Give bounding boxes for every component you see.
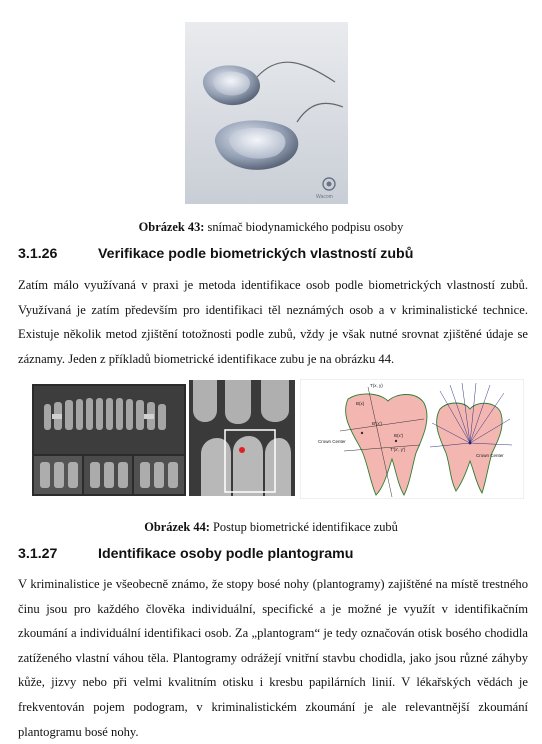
section-number: 3.1.26 <box>18 246 58 262</box>
figure-43-caption-label: Obrázek 43: <box>138 220 205 234</box>
figure-44-xray-panoramic <box>32 384 186 496</box>
section-3-1-26-paragraph: Zatím málo využívaná v praxi je metoda identifikace osob podle biometrických vlastností zubů. Využívaná je zatím především pro identifikaci těl neznámých osob a v kriminalistické technice. Existuje několik metod zjištění totožnosti podle zubů, vždy je však nutné srovnat zjištěné údaje se záznamy. Jeden z příkladů biometrické identifikace zubu je na obrázku 44. <box>18 278 528 366</box>
figure-44-xray-closeup <box>189 380 295 496</box>
label-b1: B(x) <box>356 401 365 406</box>
figure-43-caption-text: snímač biodynamického podpisu osoby <box>204 220 404 234</box>
figure-43-caption <box>0 220 542 235</box>
section-heading-3-1-27 <box>18 546 528 562</box>
label-t: T(x, y) <box>370 383 383 388</box>
label-crown-center-2: Crown Center <box>476 453 504 458</box>
label-b3: B(x') <box>394 433 404 438</box>
section-title: Identifikace osoby podle plantogramu <box>98 546 354 562</box>
figure-44-caption-label: Obrázek 44: <box>144 520 210 534</box>
label-crown-center-1: Crown Center <box>318 439 346 444</box>
figure-44-caption <box>0 520 542 535</box>
figure-43-image <box>185 22 348 204</box>
device-brand-logo: Wacom <box>316 194 333 200</box>
section-title: Verifikace podle biometrických vlastností zubů <box>98 246 414 262</box>
label-t-prime: T'(x', y') <box>390 447 406 452</box>
section-3-1-27-paragraph: V kriminalistice je všeobecně známo, že stopy bosé nohy (plantogramy) zajištěné na místě trestného činu jsou pro každého člověka individuální, specifické a je možné je využít v identifikačním zkoumání a individuální identifikaci osob. Za „plantogram“ je tedy označován otisk bosého chodidla zatíženého vlastní váhou těla. Plantogramy odrážejí vnitřní stavbu chodidla, jako jsou různé záhyby kůže, jizvy nebo při velmi kvalitním otisku i kresbu papilárních linií. V lékařských vědách je frekventován pojem podogram, v kriminalistickém zkoumání je ale relevantnější zkoumání plantogramu bosé nohy. <box>18 577 528 739</box>
label-b2: B'(x') <box>372 421 382 426</box>
section-heading-3-1-26 <box>18 246 528 262</box>
figure-44-tooth-diagram <box>300 379 524 499</box>
section-number: 3.1.27 <box>18 546 58 562</box>
figure-44-caption-text: Postup biometrické identifikace zubů <box>209 520 398 534</box>
